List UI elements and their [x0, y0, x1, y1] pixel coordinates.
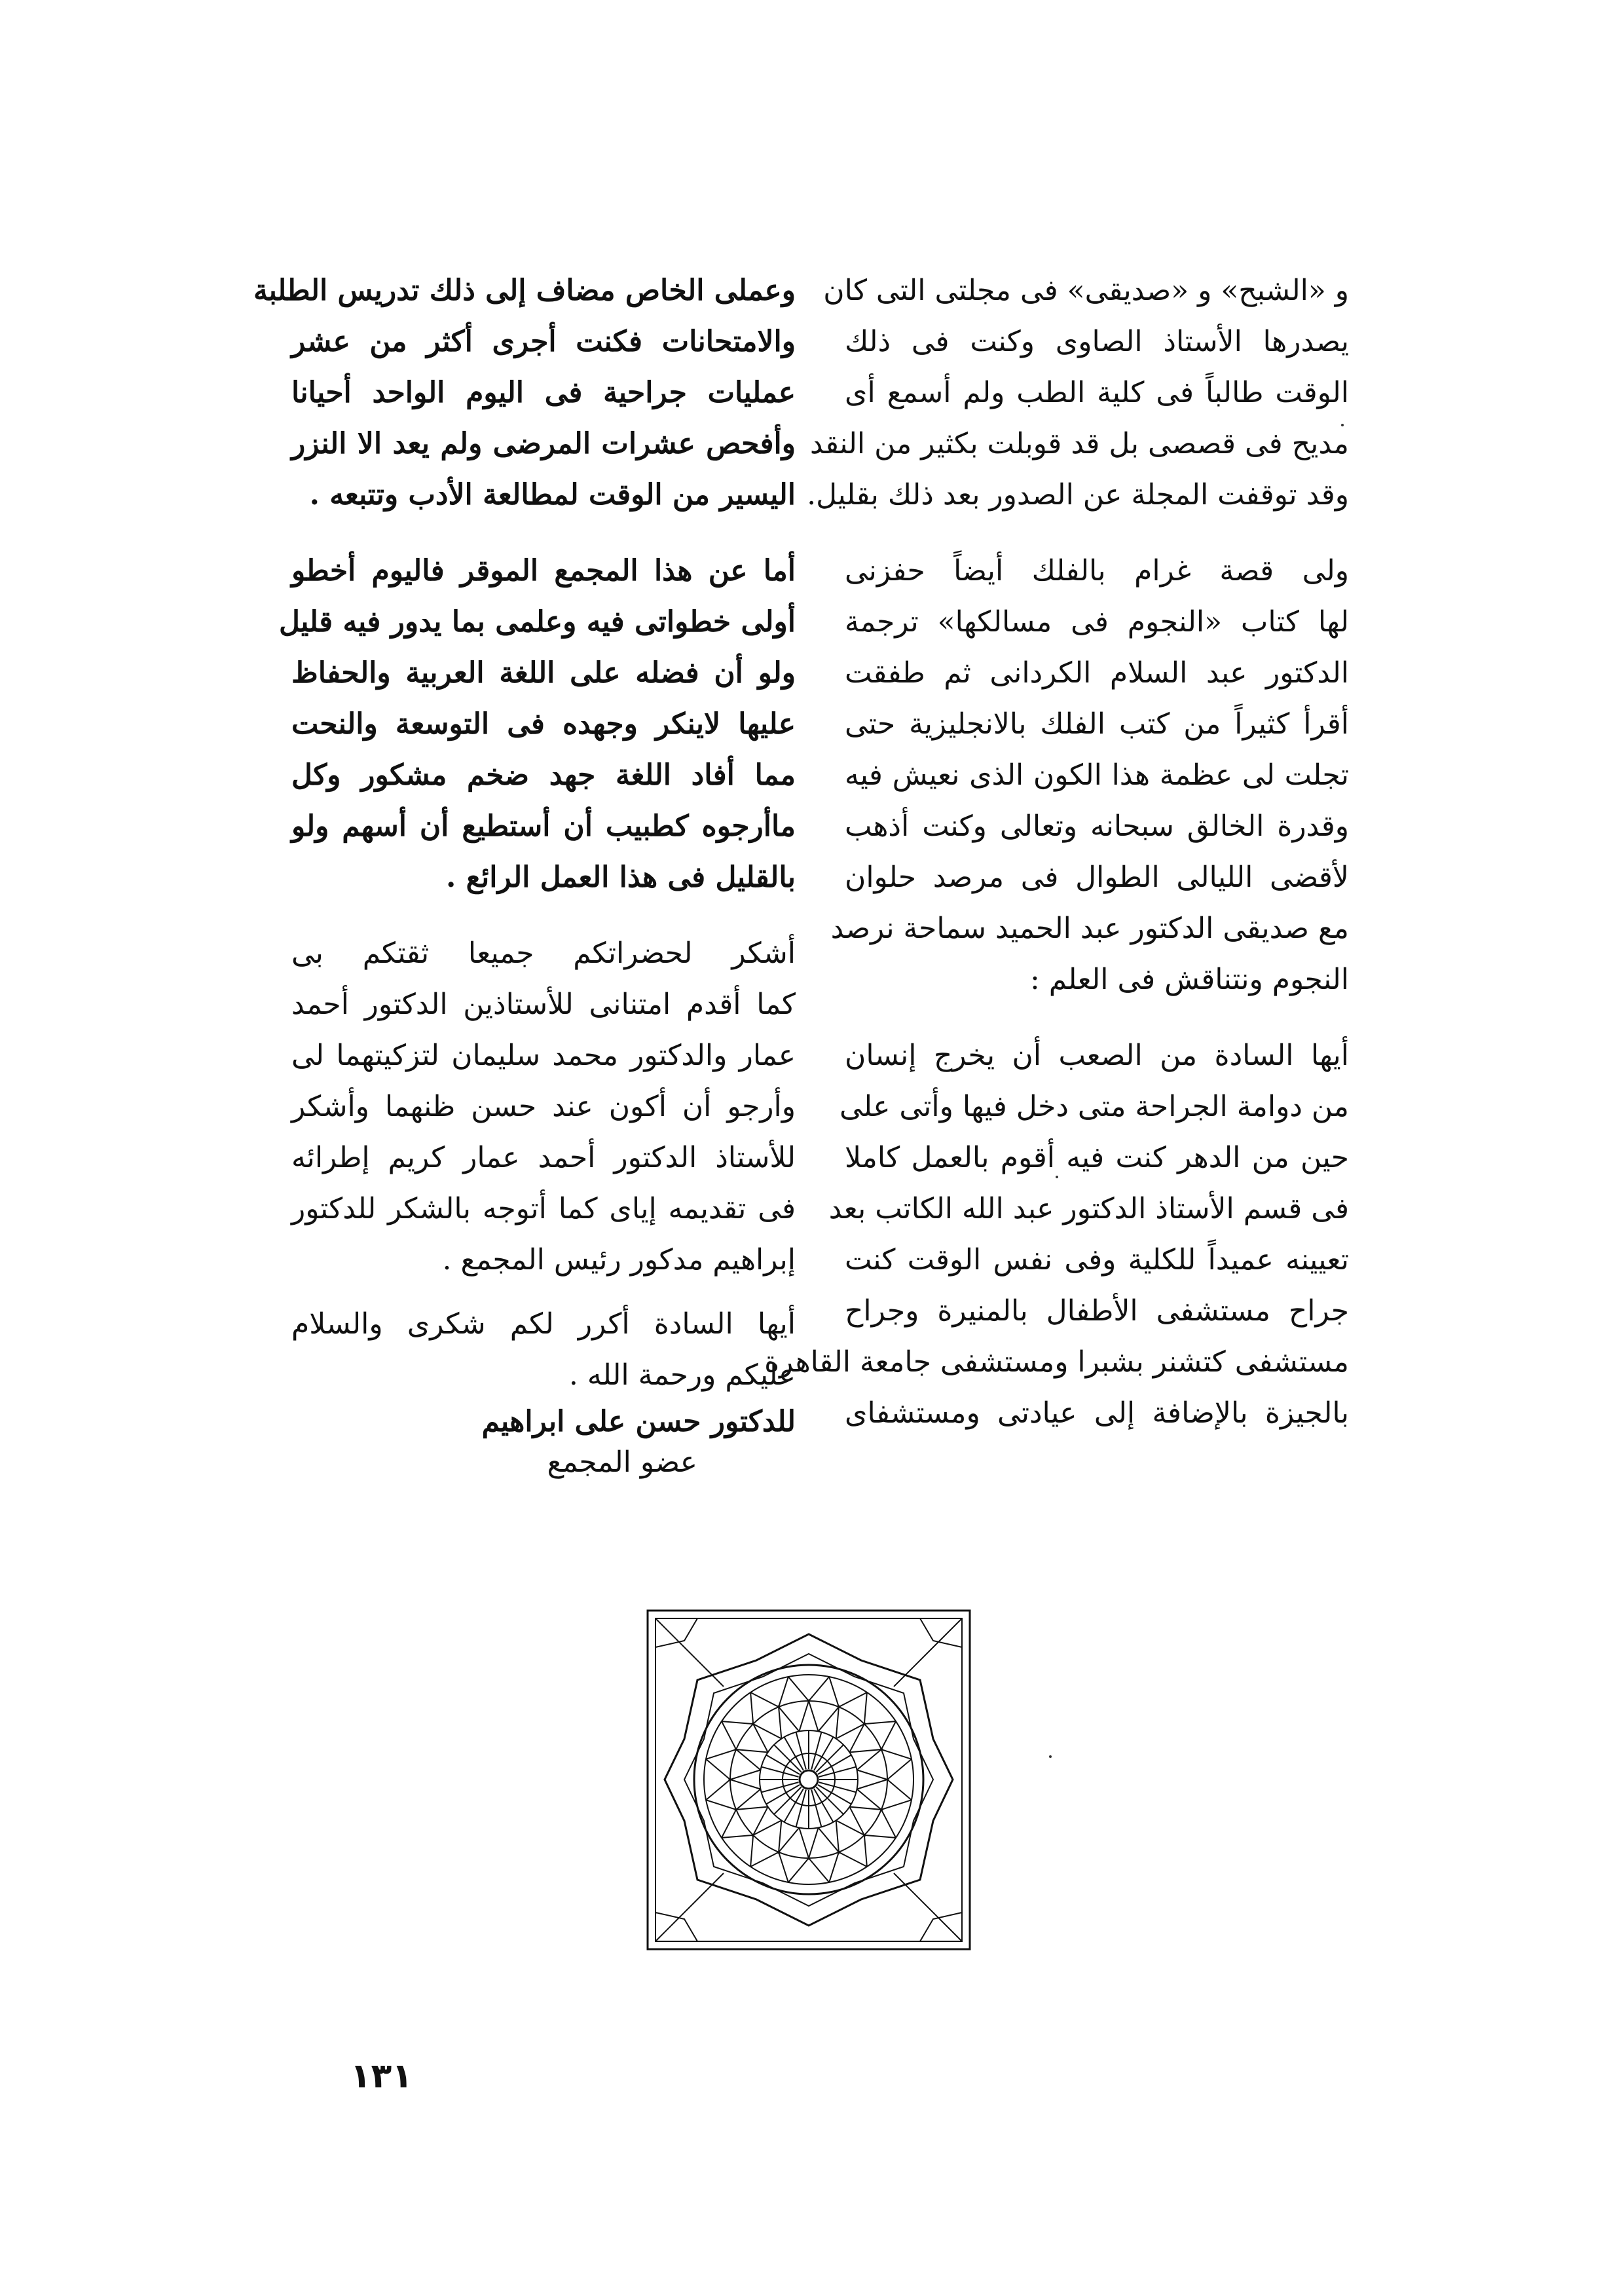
text-line: حين من الدهر كنت فيه أقوم بالعمل كاملا: [845, 1141, 1349, 1174]
text-line: أما عن هذا المجمع الموقر فاليوم أخطو: [291, 554, 796, 588]
text-line: أشكر لحضراتكم جميعا ثقتكم بى: [291, 937, 796, 970]
text-line: الدكتور عبد السلام الكردانى ثم طفقت: [845, 656, 1349, 690]
text-line: تجلت لى عظمة هذا الكون الذى نعيش فيه: [845, 758, 1349, 792]
text-line: بالجيزة بالإضافة إلى عيادتى ومستشفاى: [845, 1396, 1349, 1430]
ornament-petal: [706, 1721, 768, 1770]
ornament-petal: [836, 1807, 896, 1867]
ornament-petal: [819, 1820, 867, 1882]
text-line: لأقضى الليالى الطوال فى مرصد حلوان: [845, 861, 1349, 894]
page-number: ١٣١: [350, 2057, 413, 2096]
text-line: ولو أن فضله على اللغة العربية والحفاظ: [291, 656, 796, 690]
text-line: ماأرجوه كطبيب أن أستطيع أن أسهم ولو: [291, 810, 796, 843]
right-paragraph-1: [807, 265, 1349, 521]
ornament-petal: [706, 1789, 768, 1838]
text-line: وقد توقفت المجلة عن الصدور بعد ذلك بقليل.: [807, 478, 1349, 512]
signature-name: للدكتور حسن على ابراهيم: [481, 1405, 796, 1438]
signature-block: [291, 1401, 796, 1482]
text-line: النجوم ونتناقش فى العلم :: [1029, 963, 1349, 996]
ornament-petal: [722, 1692, 781, 1752]
text-line: مما أفاد اللغة جهد ضخم مشكور وكل: [291, 758, 796, 792]
scan-speck: [1049, 1755, 1052, 1758]
ornament-ray: [796, 1732, 806, 1770]
text-line: مع صديقى الدكتور عبد الحميد سماحة نرصد: [830, 912, 1349, 945]
text-line: عمار والدكتور محمد سليمان لتزكيتهما لى: [291, 1039, 796, 1072]
geometric-ornament-icon: [645, 1608, 972, 1952]
text-line: عمليات جراحية فى اليوم الواحد أحيانا: [291, 376, 796, 409]
text-line: أيها السادة أكرر لكم شكرى والسلام: [291, 1307, 796, 1341]
text-line: جراح مستشفى الأطفال بالمنيرة وجراح: [845, 1294, 1349, 1328]
text-line: الوقت طالباً فى كلية الطب ولم أسمع أى: [845, 376, 1349, 409]
text-line: كما أقدم امتنانى للأستاذين الدكتور أحمد: [291, 988, 796, 1021]
ornament-ray: [762, 1767, 799, 1777]
right-text-column: [764, 265, 1349, 1439]
ornament-ray: [819, 1767, 856, 1777]
ornament-petal: [836, 1692, 896, 1752]
left-paragraph-4: [291, 1299, 796, 1401]
text-line: فى تقديمه إياى كما أتوجه بالشكر للدكتور: [291, 1192, 796, 1225]
ornament-petal: [819, 1677, 867, 1739]
ornament-ray: [762, 1782, 799, 1792]
text-line: و «الشبح» و «صديقى» فى مجلتى التى كان: [823, 274, 1349, 307]
text-line: والامتحانات فكنت أجرى أكثر من عشر: [291, 325, 796, 358]
ornament-ray: [811, 1789, 821, 1827]
ornament-petal: [788, 1828, 829, 1882]
text-line: مستشفى كتشنر بشبرا ومستشفى جامعة القاهرة: [764, 1345, 1349, 1379]
text-line: اليسير من الوقت لمطالعة الأدب وتتبعه .: [309, 478, 796, 512]
text-line: أيها السادة من الصعب أن يخرج إنسان: [845, 1039, 1349, 1072]
text-line: مديح فى قصصى بل قد قوبلت بكثير من النقد: [809, 427, 1349, 460]
right-paragraph-2: [830, 546, 1349, 1005]
text-line: وعملى الخاص مضاف إلى ذلك تدريس الطلبة: [253, 274, 796, 307]
scan-speck: [1056, 1176, 1058, 1178]
text-line: تعيينه عميداً للكلية وفى نفس الوقت كنت: [845, 1243, 1349, 1277]
text-line: أولى خطواتى فيه وعلمى بما يدور فيه قليل: [278, 605, 796, 639]
text-line: أقرأ كثيراً من كتب الفلك بالانجليزية حتى: [845, 707, 1349, 741]
ornament-petal: [722, 1807, 781, 1867]
text-line: وقدرة الخالق سبحانه وتعالى وكنت أذهب: [845, 810, 1349, 843]
text-line: إبراهيم مدكور رئيس المجمع .: [442, 1243, 796, 1277]
ornament-petal: [849, 1789, 912, 1838]
left-paragraph-1: [253, 265, 796, 521]
left-text-column: [253, 265, 796, 1482]
ornament-petal: [706, 1759, 760, 1800]
ornament-petal: [750, 1677, 799, 1739]
ornament-petal: [849, 1721, 912, 1770]
scan-speck: [1341, 424, 1344, 426]
left-paragraph-3: [291, 928, 796, 1286]
ornament-ray: [811, 1732, 821, 1770]
signature-title: عضو المجمع: [547, 1446, 697, 1479]
ornament-ray: [796, 1789, 806, 1827]
text-line: لها كتاب «النجوم فى مسالكها» ترجمة: [845, 605, 1349, 639]
text-line: للأستاذ الدكتور أحمد عمار كريم إطرائه: [291, 1141, 796, 1174]
text-line: عليكم ورحمة الله .: [568, 1358, 796, 1392]
ornament-petal: [750, 1820, 799, 1882]
ornament-ray: [819, 1782, 856, 1792]
ornament-petal: [788, 1677, 829, 1731]
right-paragraph-3: [764, 1030, 1349, 1439]
ornament-petal: [857, 1759, 912, 1800]
text-line: فى قسم الأستاذ الدكتور عبد الله الكاتب بعد: [828, 1192, 1349, 1225]
text-line: وأرجو أن أكون عند حسن ظنهما وأشكر: [291, 1090, 796, 1123]
text-line: بالقليل فى هذا العمل الرائع .: [445, 861, 796, 894]
left-paragraph-2: [278, 546, 796, 903]
text-line: عليها لاينكر وجهده فى التوسعة والنحت: [291, 707, 796, 741]
text-line: وأفحص عشرات المرضى ولم يعد الا النزر: [291, 427, 796, 460]
text-line: ولى قصة غرام بالفلك أيضاً حفزنى: [845, 554, 1349, 588]
text-line: يصدرها الأستاذ الصاوى وكنت فى ذلك: [845, 325, 1349, 358]
text-line: من دوامة الجراحة متى دخل فيها وأتى على: [839, 1090, 1349, 1123]
